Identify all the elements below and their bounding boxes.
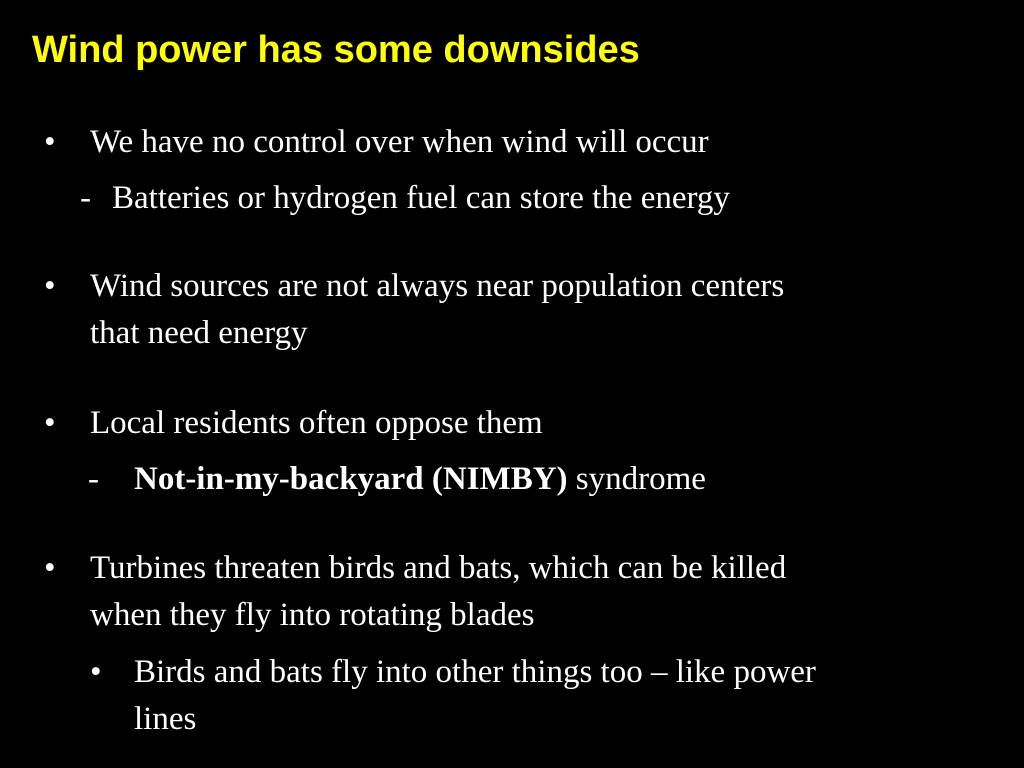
bullet-icon: •: [44, 550, 56, 586]
bullet-point-2-line-2: that need energy: [90, 315, 308, 351]
nimby-suffix: syndrome: [567, 461, 706, 497]
dash-icon: -: [80, 180, 91, 216]
sub-point-4-line-2: lines: [134, 701, 197, 737]
slide-title: Wind power has some downsides: [32, 29, 640, 71]
sub-point-4-line-1: Birds and bats fly into other things too – like power: [134, 654, 816, 690]
bullet-icon: •: [90, 654, 102, 690]
bullet-point-2-line-1: Wind sources are not always near population centers: [90, 268, 785, 304]
sub-point-1: Batteries or hydrogen fuel can store the energy: [112, 180, 730, 216]
dash-icon: -: [88, 461, 99, 497]
bullet-icon: •: [44, 405, 56, 441]
bullet-icon: •: [44, 268, 56, 304]
bullet-point-1: We have no control over when wind will occur: [90, 124, 709, 160]
bullet-point-4-line-1: Turbines threaten birds and bats, which can be killed: [90, 550, 787, 586]
nimby-term: Not-in-my-backyard (NIMBY): [134, 461, 568, 497]
bullet-icon: •: [44, 124, 56, 160]
bullet-point-3: Local residents often oppose them: [90, 405, 543, 441]
sub-point-3: [134, 456, 706, 503]
bullet-point-4-line-2: when they fly into rotating blades: [90, 597, 535, 633]
